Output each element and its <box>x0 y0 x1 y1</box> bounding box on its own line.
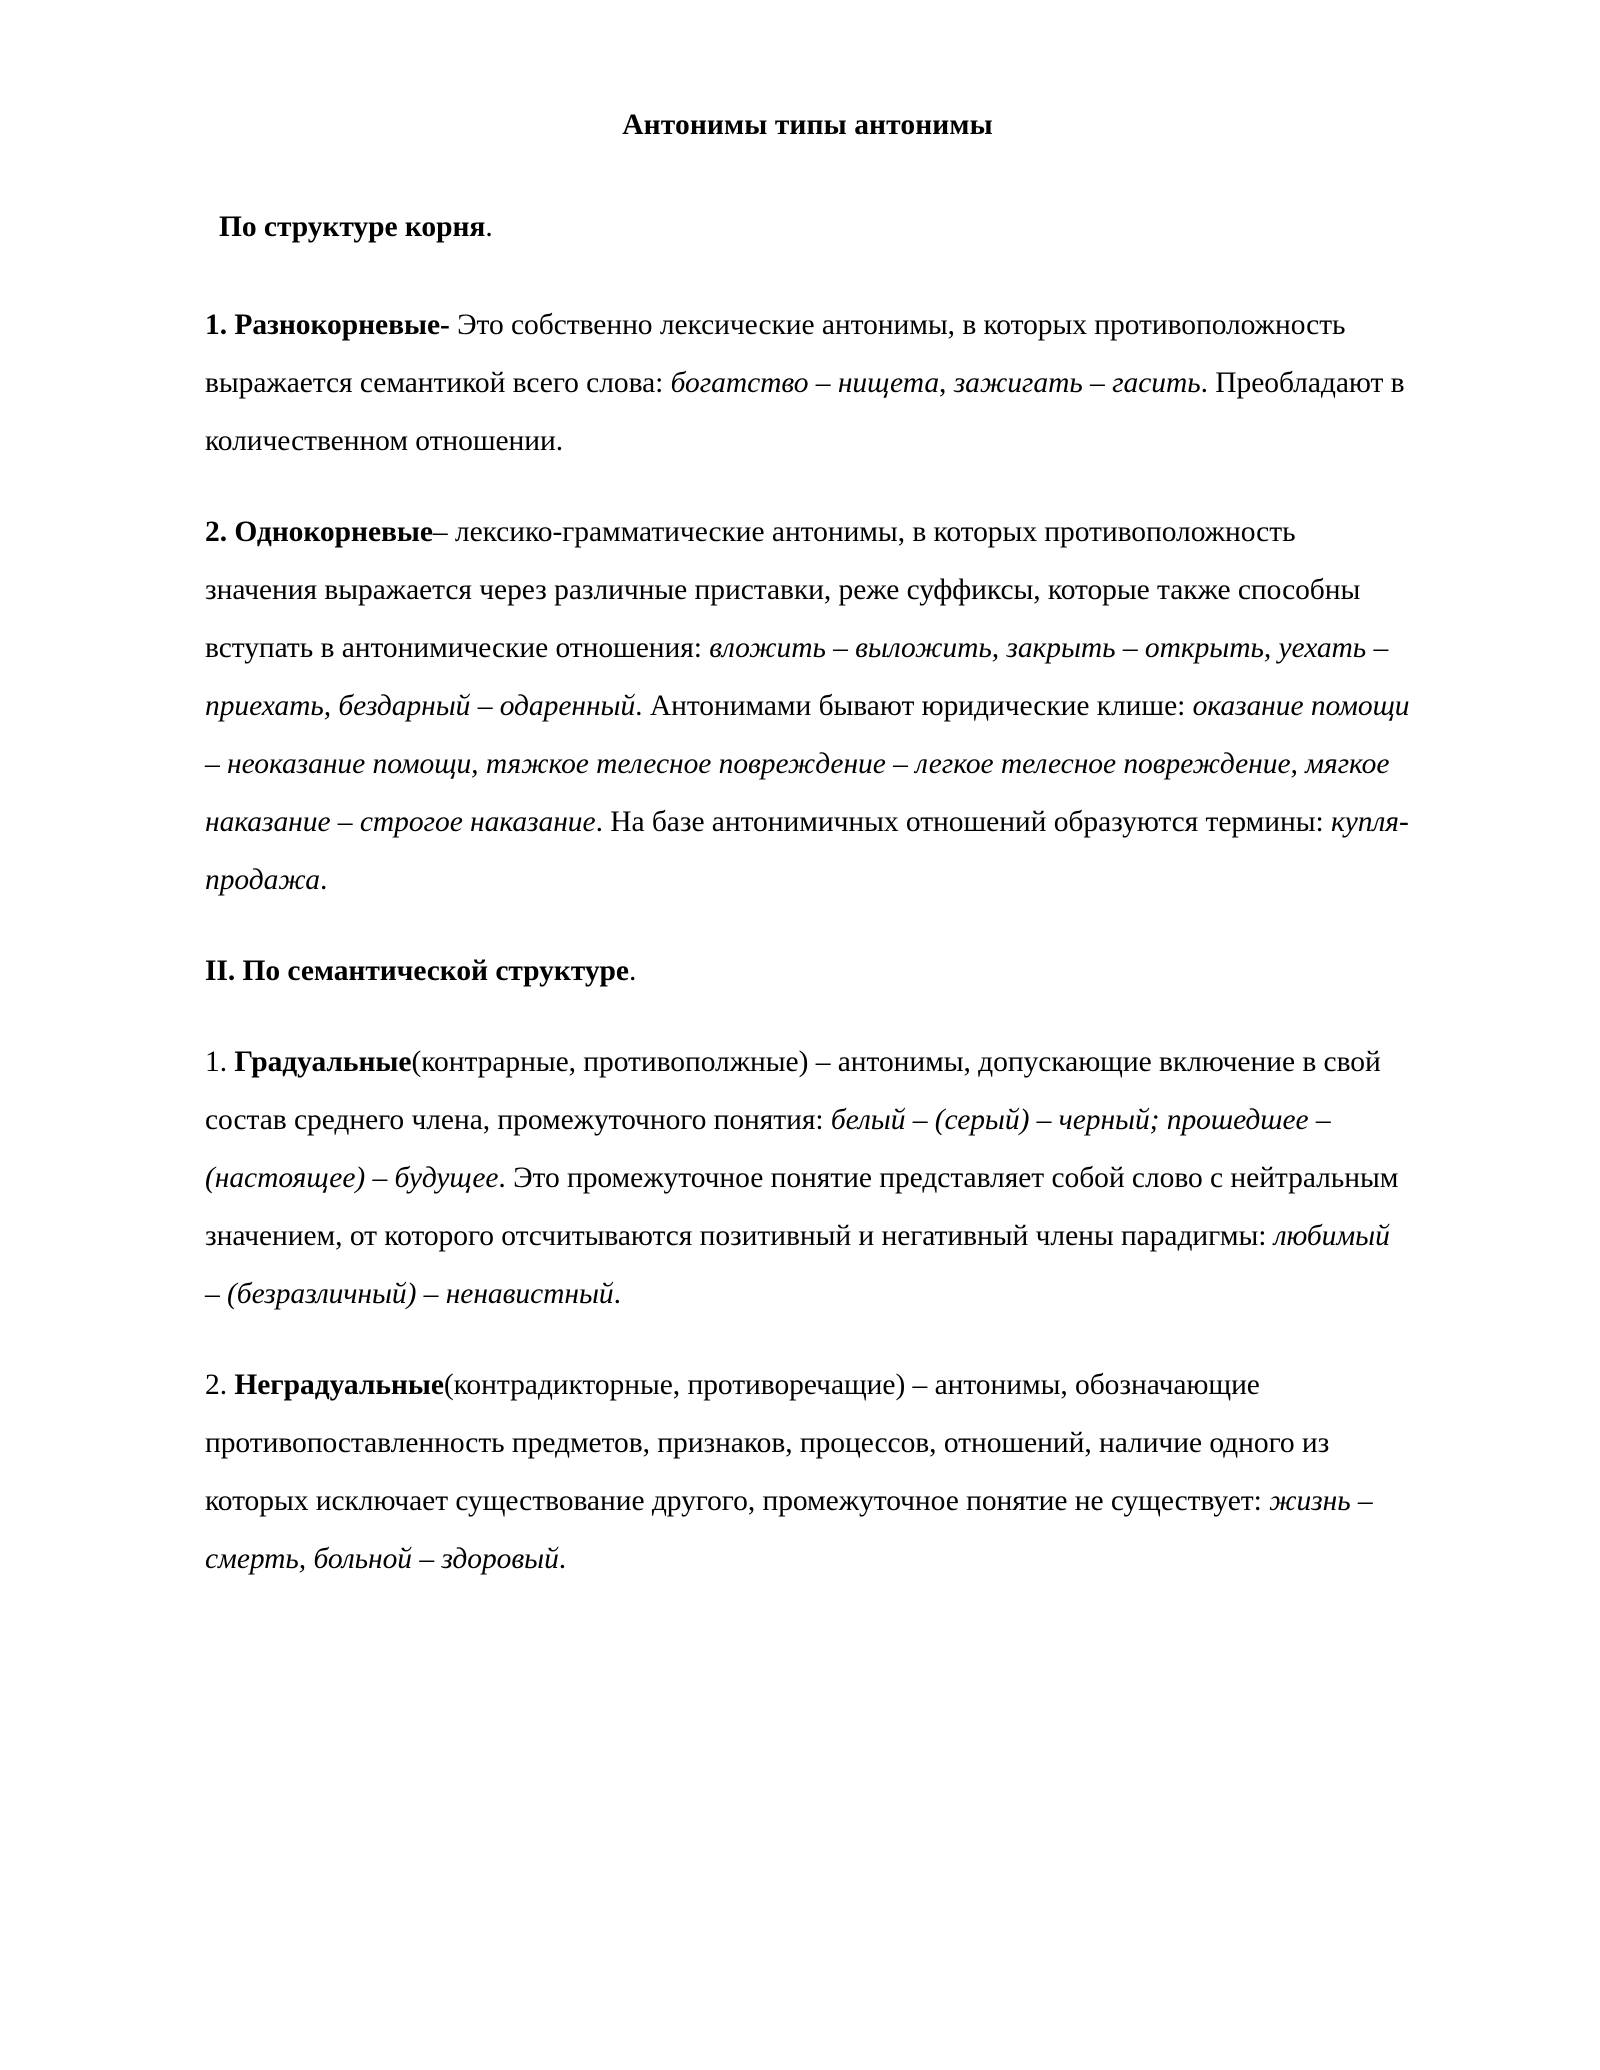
item-number-3: 1. <box>205 1046 235 1079</box>
item-body-2c: . На базе антонимичных отношений образуются термины: <box>595 806 1331 839</box>
paragraph-odnokornevye <box>205 503 1410 909</box>
example-2b: оказание помощи – неоказание помощи, тяжкое телесное повреждение – легкое телесное повреждение, мягкое наказание – строгое наказание <box>205 690 1410 839</box>
section-1-heading-text: По структуре корня <box>219 211 486 244</box>
example-2a: вложить – выложить, закрыть – открыть, уехать – приехать, бездарный – одаренный <box>205 632 1389 723</box>
spacer <box>205 470 1410 503</box>
example-3a: белый – (серый) – черный; прошедшее – (настоящее) – будущее <box>205 1104 1331 1195</box>
spacer <box>205 909 1410 942</box>
paragraph-negradualnye <box>205 1356 1410 1588</box>
item-label-4: Неградуальные <box>234 1369 444 1402</box>
item-body-3a: (контрарные, противополжные) – антонимы, допускающие включение в свой состав среднего члена, промежуточного понятия: <box>205 1046 1381 1137</box>
example-2c: купля-продажа <box>205 806 1409 897</box>
item-number-4: 2. <box>205 1369 235 1402</box>
paragraph-raznokornevye <box>205 296 1410 470</box>
section-1-heading-period: . <box>485 211 493 244</box>
spacer <box>205 1323 1410 1356</box>
example-3b: любимый – (безразличный) – ненавистный <box>205 1220 1390 1311</box>
item-body-2a: – лексико-грамматические антонимы, в которых противоположность значения выражается через различные приставки, реже суффиксы, которые также способны вступать в антонимические отношения: <box>205 516 1361 665</box>
example-4a: жизнь – смерть, больной – здоровый <box>205 1485 1373 1576</box>
spacer <box>205 143 1410 198</box>
example-1b: зажигать – гасить <box>953 367 1201 400</box>
item-label-1: 1. Разнокорневые- <box>205 309 450 342</box>
item-body-1a: Это собственно лексические антонимы, в которых противоположность выражается семантикой всего слова: <box>205 309 1346 400</box>
item-label-2: 2. Однокорневые <box>205 516 433 549</box>
example-1a: богатство – нищета <box>670 367 940 400</box>
spacer <box>205 1000 1410 1033</box>
spacer <box>205 256 1410 296</box>
item-body-3c: . <box>613 1278 621 1311</box>
page-title: Антонимы типы антонимы <box>622 109 993 141</box>
item-body-4b: . <box>558 1543 567 1576</box>
paragraph-gradualnye <box>205 1033 1410 1323</box>
item-body-1c: . Преобладают в количественном отношении. <box>205 367 1405 458</box>
item-body-4a: (контрадикторные, противоречащие) – антонимы, обозначающие противопоставленность предметов, признаков, процессов, отношений, наличие одного из которых исключает существование другого, промежуточное понятие не существует: <box>205 1369 1330 1518</box>
item-body-3b: . Это промежуточное понятие представляет собой слово с нейтральным значением, от которого отсчитываются позитивный и негативный члены парадигмы: <box>205 1162 1399 1253</box>
section-2-heading <box>205 942 1410 1000</box>
section-2-heading-period: . <box>628 955 637 988</box>
section-1-heading <box>205 198 1410 256</box>
item-body-2b: . Антонимами бывают юридические клише: <box>635 690 1193 723</box>
item-label-3: Градуальные <box>234 1046 412 1079</box>
section-2-heading-text: II. По семантической структуре <box>205 955 629 988</box>
item-body-2d: . <box>320 864 328 897</box>
item-body-1b: , <box>939 367 954 400</box>
